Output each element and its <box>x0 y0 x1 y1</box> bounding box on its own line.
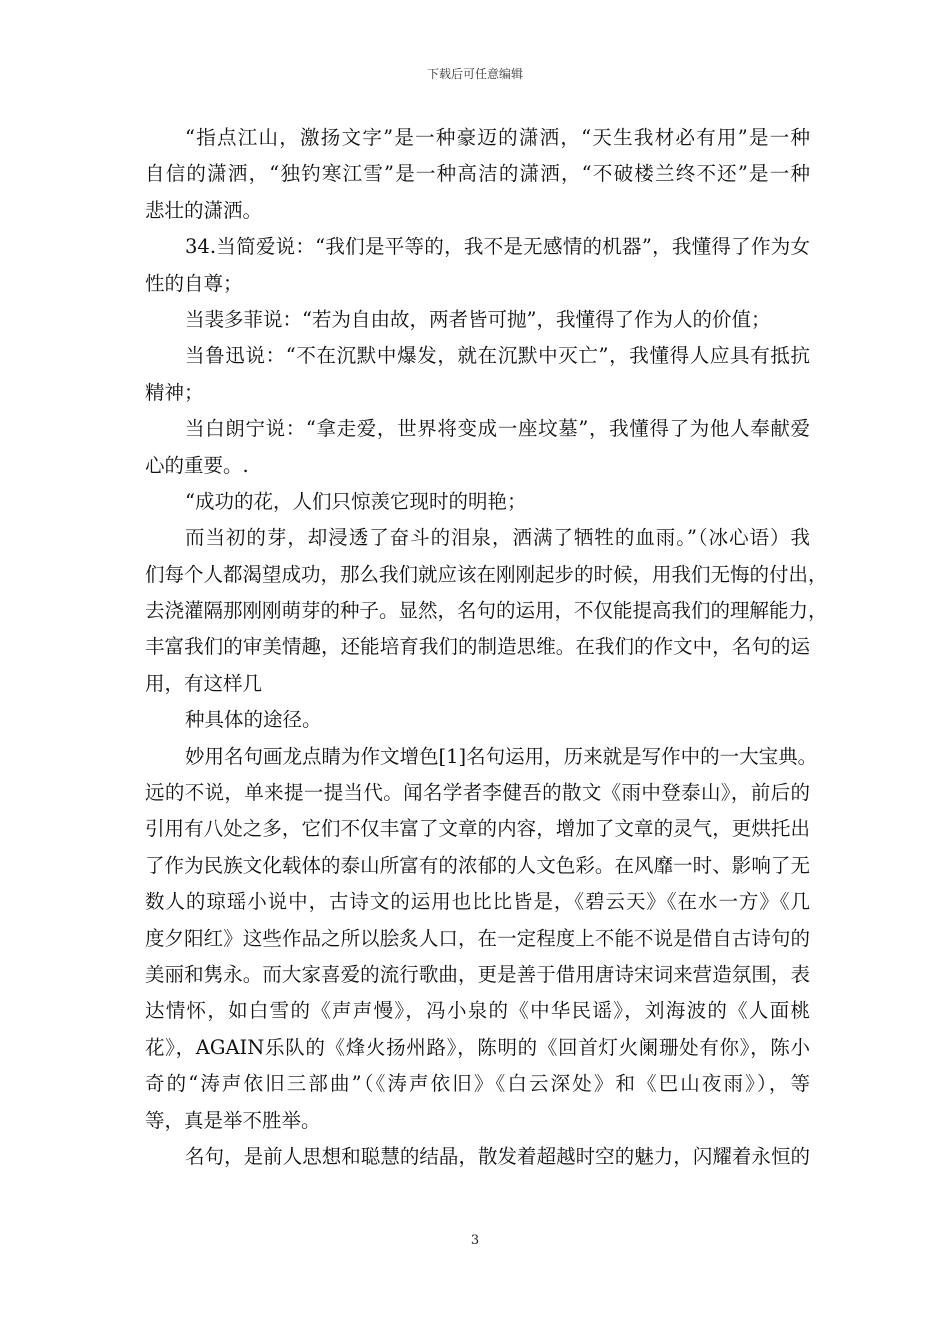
page-header: 下载后可任意编辑 <box>426 67 523 81</box>
text-line: 而当初的芽，却浸透了奋斗的泪泉，洒满了牺牲的血雨。”（冰心语）我 <box>185 526 810 550</box>
text-line: 美丽和隽永。而大家喜爱的流行歌曲，更是善于借用唐诗宋词来营造氛围，表 <box>145 962 810 986</box>
text-line: 精神； <box>145 380 204 404</box>
text-line: 等，真是举不胜举。 <box>145 1108 321 1132</box>
text-line: 远的不说，单来提一提当代。闻名学者李健吾的散文《雨中登泰山》，前后的 <box>145 781 810 805</box>
text-line: 名句，是前人思想和聪慧的结晶，散发着超越时空的魅力，闪耀着永恒的 <box>185 1144 810 1168</box>
text-line: 悲壮的潇洒。 <box>145 198 263 222</box>
text-line: 丰富我们的审美情趣，还能培育我们的制造思维。在我们的作文中，名句的运 <box>145 635 810 659</box>
text-line: 妙用名句画龙点睛为作文增色[1]名句运用，历来就是写作中的一大宝典。 <box>185 744 818 768</box>
text-line: 心的重要。. <box>145 453 249 477</box>
page-number: 3 <box>470 1233 480 1248</box>
text-line: “成功的花，人们只惊羡它现时的明艳； <box>185 489 527 513</box>
text-line: 自信的潇洒，“独钓寒江雪”是一种高洁的潇洒，“不破楼兰终不还”是一种 <box>145 162 810 186</box>
document-body <box>145 120 828 1175</box>
text-line: 奇的“涛声依旧三部曲”（《涛声依旧》《白云深处》和《巴山夜雨》），等 <box>145 1072 810 1096</box>
text-line: 当白朗宁说：“拿走爱，世界将变成一座坟墓”，我懂得了为他人奉献爱 <box>185 417 810 441</box>
text-line: 去浇灌隔那刚刚萌芽的种子。显然，名句的运用，不仅能提高我们的理解能力， <box>145 599 828 623</box>
text-line: 当裴多菲说：“若为自由故，两者皆可抛”，我懂得了作为人的价值； <box>185 307 771 331</box>
text-line: 引用有八处之多，它们不仅丰富了文章的内容，增加了文章的灵气，更烘托出 <box>145 817 810 841</box>
text-line: 数人的琼瑶小说中，古诗文的运用也比比皆是，《碧云天》《在水一方》《几 <box>145 890 810 914</box>
text-line: 当鲁迅说：“不在沉默中爆发，就在沉默中灭亡”，我懂得人应具有抵抗 <box>185 344 810 368</box>
text-line: 达情怀，如白雪的《声声慢》，冯小泉的《中华民谣》，刘海波的《人面桃 <box>145 999 810 1023</box>
text-line: 度夕阳红》这些作品之所以脍炙人口，在一定程度上不能不说是借自古诗句的 <box>145 926 810 950</box>
text-line: 们每个人都渴望成功，那么我们就应该在刚刚起步的时候，用我们无悔的付出， <box>145 562 828 586</box>
text-line: 了作为民族文化载体的泰山所富有的浓郁的人文色彩。在风靡一时、影响了无 <box>145 853 810 877</box>
text-line: 种具体的途径。 <box>185 708 322 732</box>
text-line: 花》，AGAIN乐队的《烽火扬州路》，陈明的《回首灯火阑珊处有你》，陈小 <box>145 1035 810 1059</box>
text-line: 用，有这样几 <box>145 671 263 695</box>
text-line: “指点江山，激扬文字”是一种豪迈的潇洒，“天生我材必有用”是一种 <box>185 126 810 149</box>
text-line: 性的自尊； <box>145 271 243 295</box>
text-line: 34.当简爱说：“我们是平等的，我不是无感情的机器”，我懂得了作为女 <box>185 235 810 259</box>
